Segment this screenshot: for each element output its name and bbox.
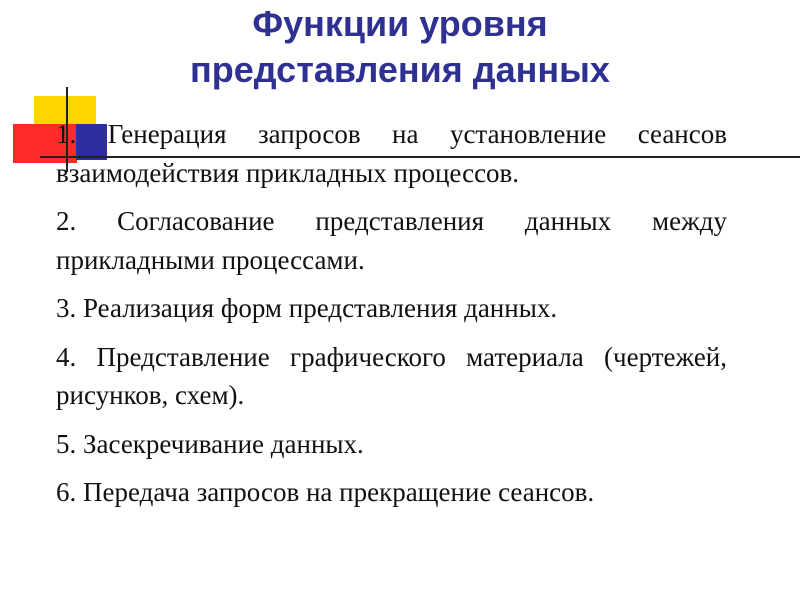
slide-title <box>0 1 800 93</box>
list-item: 5. Засекречивание данных. <box>56 428 364 459</box>
list-item: 4. Представление графического материала (чертежей, рисунков, схем). <box>56 341 727 410</box>
slide-title-line-1: Функции уровня <box>252 3 548 44</box>
list-item: 1. Генерация запросов на установление сеансов взаимодействия прикладных процессов. <box>56 119 727 188</box>
slide-title-line-2: представления данных <box>190 49 610 90</box>
list-item: 3. Реализация форм представления данных. <box>56 293 558 323</box>
functions-list <box>56 115 727 522</box>
list-item: 2. Согласование представления данных между прикладными процессами. <box>56 206 727 275</box>
list-item: 6. Передача запросов на прекращение сеансов. <box>56 477 595 507</box>
